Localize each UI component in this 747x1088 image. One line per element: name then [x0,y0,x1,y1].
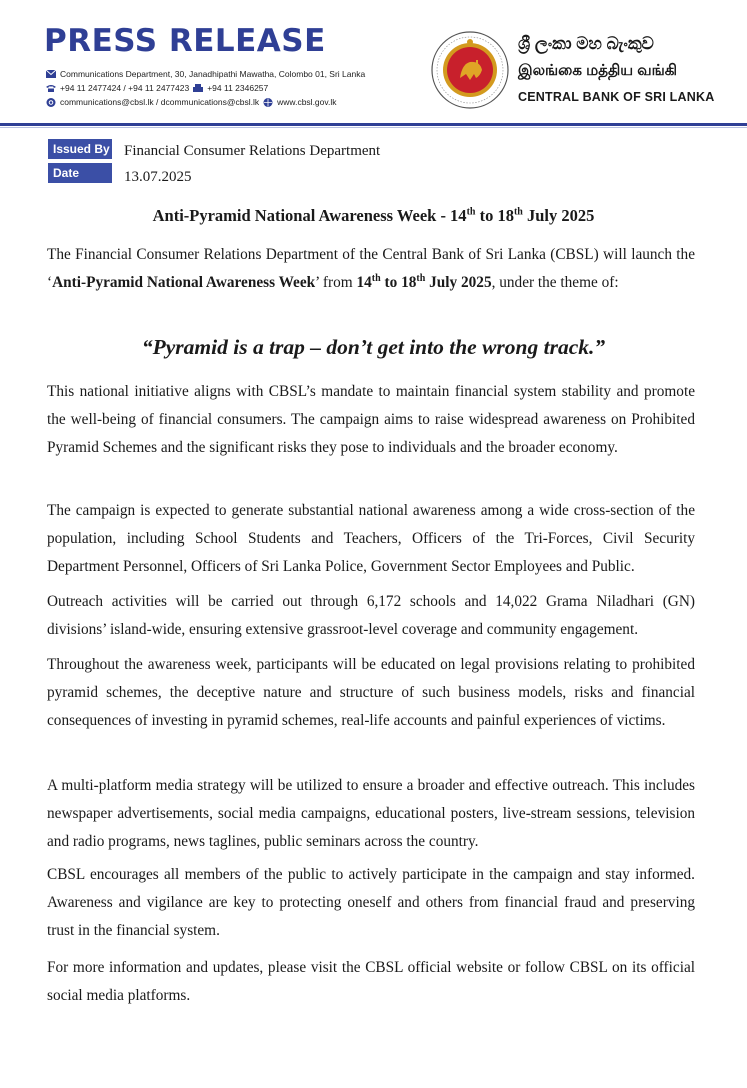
header-divider-thin [0,127,747,128]
phone-numbers: +94 11 2477424 / +94 11 2477423 [60,83,190,93]
intro-paragraph: The Financial Consumer Relations Department of the Central Bank of Sri Lanka (CBSL) will launch the ‘Anti-Pyramid National Awareness Week’ from 14th to 18th July 2025, under the theme of: [47,246,695,291]
bank-identity [430,28,730,112]
body-paragraph: This national initiative aligns with CBSL’s mandate to maintain financial system stability and promote the well-being of financial consumers. The campaign aims to raise widespread awareness on Prohibited Pyramid Schemes and the significant risks they pose to individuals and the broader economy. [47,383,695,456]
body-paragraph: A multi-platform media strategy will be utilized to ensure a broader and effective outreach. This includes newspaper advertisements, social media campaigns, educational posters, live-stream sessions, television and radio programs, news taglines, public seminars across the country. [47,777,695,850]
campaign-theme-quote: “Pyramid is a trap – don’t get into the wrong track.” [141,335,606,359]
date-value: 13.07.2025 [124,169,192,185]
body-paragraph: CBSL encourages all members of the public to actively participate in the campaign and stay informed. Awareness and vigilance are key to protecting oneself and others from financial fraud and preserving trust in the financial system. [47,866,695,939]
issued-by-label: Issued By [48,139,112,159]
bank-name-english: CENTRAL BANK OF SRI LANKA [518,90,715,104]
issued-by-value: Financial Consumer Relations Department [124,143,381,159]
body-paragraph: The campaign is expected to generate substantial national awareness among a wide cross-section of the population, including School Students and Teachers, Officers of the Tri-Forces, Civil Security Department Personnel, Officers of Sri Lanka Police, Government Sector Employees and Public. [47,502,695,575]
date-label: Date [48,163,112,183]
email-addresses[interactable]: communications@cbsl.lk / dcommunications@cbsl.lk [60,97,260,107]
globe-icon [263,98,273,106]
body-paragraph: Throughout the awareness week, participants will be educated on legal provisions relating to prohibited pyramid schemes, the deceptive nature and structure of such business models, risks and financial consequences of investing in pyramid schemes, real-life accounts and painful experiences of victims. [47,656,695,729]
press-release-heading: Anti-Pyramid National Awareness Week - 14th to 18th July 2025 [152,206,595,225]
bank-name-sinhala: ශ්‍රී ලංකා මහ බැංකුව [518,34,654,53]
fax-icon [193,84,203,92]
header-divider [0,123,747,126]
body-paragraph: For more information and updates, please visit the CBSL official website or follow CBSL on its official social media platforms. [47,959,695,1004]
body-paragraph: Outreach activities will be carried out through 6,172 schools and 14,022 Grama Niladhari (GN) divisions’ island-wide, ensuring extensive grassroot-level coverage and community engagement. [47,593,695,638]
contact-phones [46,83,268,93]
address-text: Communications Department, 30, Janadhipathi Mawatha, Colombo 01, Sri Lanka [60,69,366,79]
press-release-header [0,0,747,124]
bank-name-tamil: இலங்கை மத்திய வங்கி [518,62,678,79]
press-release-title: PRESS RELEASE [44,23,326,59]
contact-address [46,69,365,79]
bank-seal-logo [430,28,510,112]
envelope-icon [46,70,56,78]
fax-number: +94 11 2346257 [207,83,269,93]
contact-online [46,97,337,107]
phone-icon [46,84,56,92]
website-link[interactable]: www.cbsl.gov.lk [277,97,337,107]
at-icon [46,98,56,106]
